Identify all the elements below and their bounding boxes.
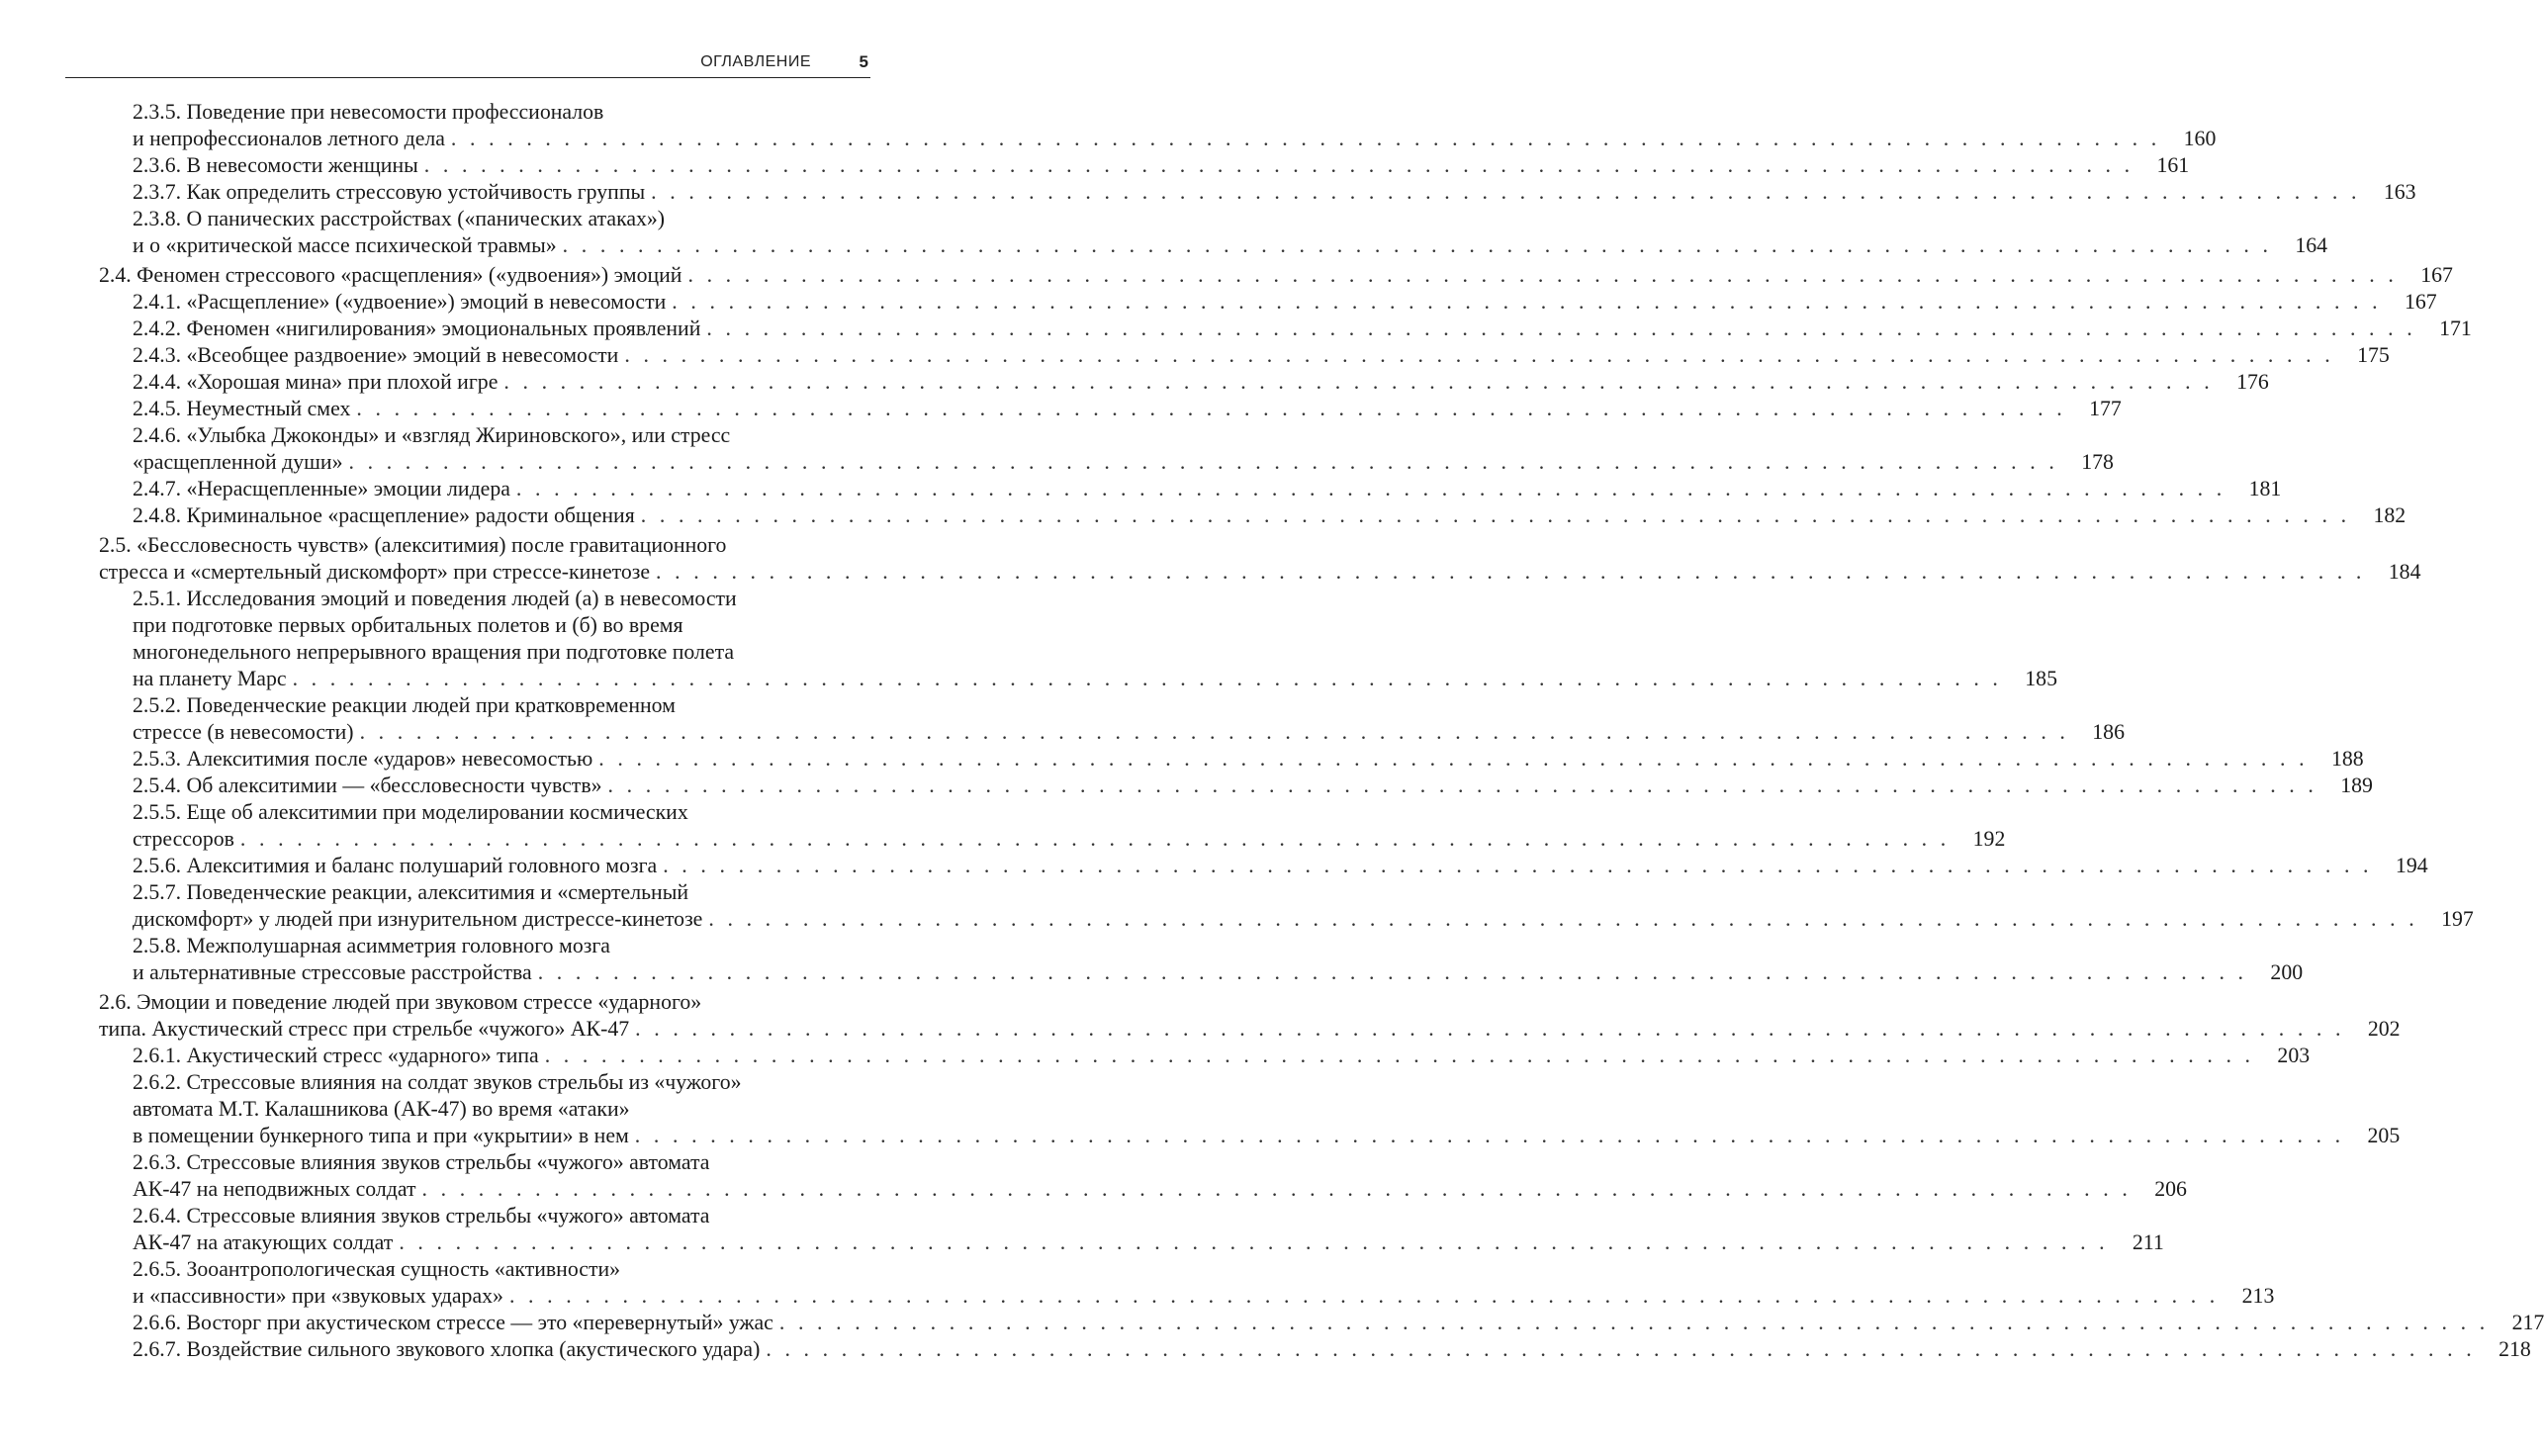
dot-leader — [393, 1229, 2108, 1256]
toc-entry-title-line: 2.5.6. Алекситимия и баланс полушарий головного мозга — [133, 854, 658, 877]
toc-subsection-entry[interactable] — [99, 316, 2472, 342]
toc-entry-last-line — [133, 396, 2122, 422]
toc-subsection-entry[interactable] — [99, 799, 2006, 853]
toc-entry-last-line — [133, 476, 2282, 502]
dot-leader — [650, 559, 2365, 586]
dot-leader — [602, 773, 2317, 799]
dot-leader — [629, 1123, 2344, 1149]
toc-entry-title-line: на планету Марс — [133, 667, 287, 690]
toc-page-number: 202 — [2367, 1017, 2401, 1041]
toc-entry-title-line: 2.4.5. Неуместный смех — [133, 397, 351, 420]
toc-entry-last-line — [133, 289, 2437, 316]
toc-page-number: 217 — [2511, 1311, 2544, 1334]
toc-entry-last-line — [133, 1176, 2187, 1203]
toc-entry-title-line: стрессоров — [133, 827, 234, 851]
toc-page-number: 167 — [2420, 263, 2453, 287]
toc-page-number: 184 — [2388, 560, 2421, 584]
toc-entry-title-line: стресса и «смертельный дискомфорт» при стрессе-кинетозе — [99, 560, 651, 584]
dot-leader — [681, 262, 2397, 289]
toc-entry-last-line — [133, 152, 2190, 179]
dot-leader — [557, 232, 2272, 259]
toc-subsection-entry[interactable] — [99, 396, 2122, 422]
toc-page-number: 200 — [2270, 960, 2304, 984]
toc-entry-title-line: 2.5.2. Поведенческие реакции людей при кратковременном — [133, 693, 676, 717]
toc-entry-title-line: 2.6.1. Акустический стресс «ударного» типа — [133, 1044, 539, 1067]
toc-entry-last-line — [133, 826, 2006, 853]
toc-entry-title-line: при подготовке первых орбитальных полетов и (б) во время — [133, 613, 683, 637]
toc-entry-title-line: 2.4.6. «Улыбка Джоконды» и «взгляд Жириновского», или стресс — [133, 423, 731, 447]
toc-entry-title-line: дискомфорт» у людей при изнурительном дистрессе-кинетозе — [133, 907, 703, 931]
running-header — [65, 47, 870, 78]
toc-entry-last-line — [133, 1043, 2311, 1069]
dot-leader — [702, 906, 2417, 933]
dot-leader — [666, 289, 2381, 316]
toc-entry-title-line: 2.4.7. «Нерасщепленные» эмоции лидера — [133, 477, 510, 500]
toc-subsection-entry[interactable] — [99, 1336, 2531, 1363]
dot-leader — [645, 179, 2360, 206]
toc-page-number: 167 — [2405, 290, 2437, 314]
toc-page-number: 185 — [2025, 667, 2057, 690]
toc-entry-title-line: 2.4.1. «Расщепление» («удвоение») эмоций в невесомости — [133, 290, 667, 314]
toc-subsection-entry[interactable] — [99, 206, 2328, 259]
toc-entry-last-line — [133, 449, 2114, 476]
toc-entry-title-line: в помещении бункерного типа и при «укрытии» в нем — [133, 1124, 629, 1147]
toc-entry-last-line — [133, 126, 2217, 152]
toc-entry-title-line: 2.3.6. В невесомости женщины — [133, 153, 418, 177]
toc-entry-title-line: многонедельного непрерывного вращения при подготовке полета — [133, 640, 735, 664]
toc-subsection-entry[interactable] — [99, 1069, 2401, 1149]
toc-page-number: 213 — [2241, 1284, 2275, 1308]
toc-entry-title-line: 2.6.7. Воздействие сильного звукового хлопка (акустического удара) — [133, 1337, 761, 1361]
toc-entry-last-line — [133, 746, 2364, 773]
toc-entry-title-line: АК-47 на атакующих солдат — [133, 1230, 394, 1254]
toc-entry-last-line — [133, 666, 2057, 692]
toc-entry-last-line — [133, 316, 2472, 342]
toc-entry-title-line: 2.6.4. Стрессовые влияния звуков стрельбы «чужого» автомата — [133, 1204, 710, 1228]
toc-page-number: 181 — [2248, 477, 2282, 500]
running-header-page-number: 5 — [859, 52, 868, 71]
toc-entry-title-line: «расщепленной души» — [133, 450, 343, 474]
toc-entry-last-line — [133, 502, 2407, 529]
toc-entry-title-line: и альтернативные стрессовые расстройства — [133, 960, 532, 984]
dot-leader — [773, 1310, 2489, 1336]
toc-section-entry[interactable] — [99, 532, 2421, 586]
toc-page-number: 161 — [2156, 153, 2190, 177]
toc-entry-last-line — [133, 369, 2269, 396]
dot-leader — [539, 1043, 2254, 1069]
toc-subsection-entry[interactable] — [99, 502, 2407, 529]
dot-leader — [700, 316, 2415, 342]
toc-page-number: 192 — [1972, 827, 2006, 851]
toc-entry-title-line: 2.6.3. Стрессовые влияния звуков стрельбы «чужого» автомата — [133, 1150, 710, 1174]
toc-subsection-entry[interactable] — [99, 1310, 2544, 1336]
toc-page-number: 160 — [2183, 127, 2217, 150]
toc-entry-title-line: 2.5.8. Межполушарная асимметрия головного мозга — [133, 934, 610, 957]
toc-entry-last-line — [133, 1336, 2531, 1363]
toc-page-number: 194 — [2395, 854, 2428, 877]
toc-page-number: 171 — [2439, 317, 2472, 340]
toc-entry-title-line: и непрофессионалов летного дела — [133, 127, 445, 150]
toc-page-number: 175 — [2357, 343, 2390, 367]
toc-section-entry[interactable] — [99, 989, 2401, 1043]
dot-leader — [592, 746, 2308, 773]
toc-entry-title-line: 2.5.4. Об алекситимии — «бессловесности чувств» — [133, 774, 602, 797]
toc-page-number: 211 — [2132, 1230, 2164, 1254]
dot-leader — [287, 666, 2002, 692]
table-of-contents — [99, 99, 2544, 1363]
toc-entry-last-line — [133, 719, 2125, 746]
toc-entry-title-line: типа. Акустический стресс при стрельбе «чужого» АК-47 — [99, 1017, 630, 1041]
toc-page-number: 178 — [2081, 450, 2114, 474]
toc-subsection-entry[interactable] — [99, 933, 2304, 986]
toc-page-number: 182 — [2373, 503, 2407, 527]
toc-entry-title-line: 2.5. «Бессловесность чувств» (алекситимия) после гравитационного — [99, 533, 727, 557]
toc-entry-title-line: 2.3.7. Как определить стрессовую устойчивость группы — [133, 180, 646, 204]
toc-subsection-entry[interactable] — [99, 179, 2416, 206]
toc-page-number: 164 — [2295, 233, 2328, 257]
toc-entry-last-line — [133, 773, 2373, 799]
toc-entry-title-line: 2.4.4. «Хорошая мина» при плохой игре — [133, 370, 499, 394]
dot-leader — [657, 853, 2372, 879]
toc-subsection-entry[interactable] — [99, 152, 2190, 179]
dot-leader — [234, 826, 1950, 853]
toc-page-number: 188 — [2330, 747, 2364, 771]
dot-leader — [760, 1336, 2475, 1363]
toc-entry-title-line: 2.4.2. Феномен «нигилирования» эмоциональных проявлений — [133, 317, 701, 340]
dot-leader — [416, 1176, 2132, 1203]
toc-entry-last-line — [99, 1016, 2401, 1043]
toc-entry-last-line — [133, 1310, 2544, 1336]
toc-subsection-entry[interactable] — [99, 1256, 2275, 1310]
dot-leader — [350, 396, 2065, 422]
toc-section-entry[interactable] — [99, 262, 2453, 289]
toc-subsection-entry[interactable] — [99, 289, 2437, 316]
toc-entry-title-line: 2.6.6. Восторг при акустическом стрессе — это «перевернутый» ужас — [133, 1311, 773, 1334]
toc-entry-title-line: 2.6.5. Зооантропологическая сущность «активности» — [133, 1257, 621, 1281]
toc-subsection-entry[interactable] — [99, 342, 2390, 369]
toc-page-number: 205 — [2367, 1124, 2401, 1147]
dot-leader — [635, 502, 2350, 529]
toc-subsection-entry[interactable] — [99, 746, 2364, 773]
toc-entry-title-line: стрессе (в невесомости) — [133, 720, 354, 744]
toc-page-number: 189 — [2340, 774, 2373, 797]
toc-entry-last-line — [133, 1283, 2275, 1310]
dot-leader — [343, 449, 2058, 476]
toc-entry-title-line: 2.3.5. Поведение при невесомости профессионалов — [133, 100, 604, 124]
toc-subsection-entry[interactable] — [99, 99, 2217, 152]
toc-subsection-entry[interactable] — [99, 1043, 2311, 1069]
toc-subsection-entry[interactable] — [99, 879, 2474, 933]
toc-entry-last-line — [133, 232, 2328, 259]
dot-leader — [532, 959, 2247, 986]
toc-entry-last-line — [133, 959, 2304, 986]
dot-leader — [629, 1016, 2344, 1043]
toc-page-number: 218 — [2499, 1337, 2531, 1361]
toc-page-number: 197 — [2441, 907, 2474, 931]
toc-entry-title-line: АК-47 на неподвижных солдат — [133, 1177, 416, 1201]
dot-leader — [354, 719, 2069, 746]
dot-leader — [445, 126, 2160, 152]
dot-leader — [498, 369, 2213, 396]
toc-entry-title-line: 2.4.8. Криминальное «расщепление» радости общения — [133, 503, 635, 527]
toc-subsection-entry[interactable] — [99, 773, 2373, 799]
dot-leader — [503, 1283, 2219, 1310]
toc-subsection-entry[interactable] — [99, 422, 2114, 476]
toc-subsection-entry[interactable] — [99, 476, 2282, 502]
toc-page-number: 176 — [2236, 370, 2269, 394]
toc-entry-last-line — [133, 906, 2474, 933]
toc-subsection-entry[interactable] — [99, 369, 2269, 396]
toc-subsection-entry[interactable] — [99, 692, 2125, 746]
toc-entry-title-line: 2.5.5. Еще об алекситимии при моделировании космических — [133, 800, 688, 824]
dot-leader — [618, 342, 2333, 369]
running-header-title: ОГЛАВЛЕНИЕ — [700, 53, 811, 70]
toc-entry-title-line: 2.4. Феномен стрессового «расщепления» («удвоения») эмоций — [99, 263, 682, 287]
toc-entry-last-line — [99, 262, 2453, 289]
dot-leader — [510, 476, 2226, 502]
toc-entry-last-line — [133, 1229, 2164, 1256]
toc-subsection-entry[interactable] — [99, 1149, 2187, 1203]
toc-page-number: 186 — [2092, 720, 2125, 744]
toc-page-number: 177 — [2089, 397, 2122, 420]
toc-page-number: 206 — [2154, 1177, 2187, 1201]
toc-entry-title-line: и о «критической массе психической травмы» — [133, 233, 557, 257]
toc-entry-title-line: автомата М.Т. Калашникова (АК-47) во время «атаки» — [133, 1097, 630, 1121]
dot-leader — [418, 152, 2134, 179]
toc-entry-last-line — [133, 342, 2390, 369]
toc-subsection-entry[interactable] — [99, 586, 2057, 692]
toc-entry-title-line: 2.5.7. Поведенческие реакции, алекситимия и «смертельный — [133, 880, 689, 904]
toc-subsection-entry[interactable] — [99, 853, 2428, 879]
toc-entry-title-line: и «пассивности» при «звуковых ударах» — [133, 1284, 503, 1308]
toc-page-number: 203 — [2277, 1044, 2311, 1067]
toc-entry-last-line — [133, 1123, 2401, 1149]
toc-entry-last-line — [99, 559, 2421, 586]
toc-page-number: 163 — [2383, 180, 2416, 204]
toc-subsection-entry[interactable] — [99, 1203, 2164, 1256]
toc-entry-title-line: 2.5.1. Исследования эмоций и поведения людей (а) в невесомости — [133, 587, 737, 610]
toc-entry-last-line — [133, 179, 2416, 206]
toc-entry-title-line: 2.4.3. «Всеобщее раздвоение» эмоций в невесомости — [133, 343, 619, 367]
toc-entry-title-line: 2.6.2. Стрессовые влияния на солдат звуков стрельбы из «чужого» — [133, 1070, 742, 1094]
toc-entry-last-line — [133, 853, 2428, 879]
toc-entry-title-line: 2.6. Эмоции и поведение людей при звуковом стрессе «ударного» — [99, 990, 702, 1014]
toc-entry-title-line: 2.3.8. О панических расстройствах («панических атаках») — [133, 207, 666, 230]
toc-entry-title-line: 2.5.3. Алекситимия после «ударов» невесомостью — [133, 747, 593, 771]
